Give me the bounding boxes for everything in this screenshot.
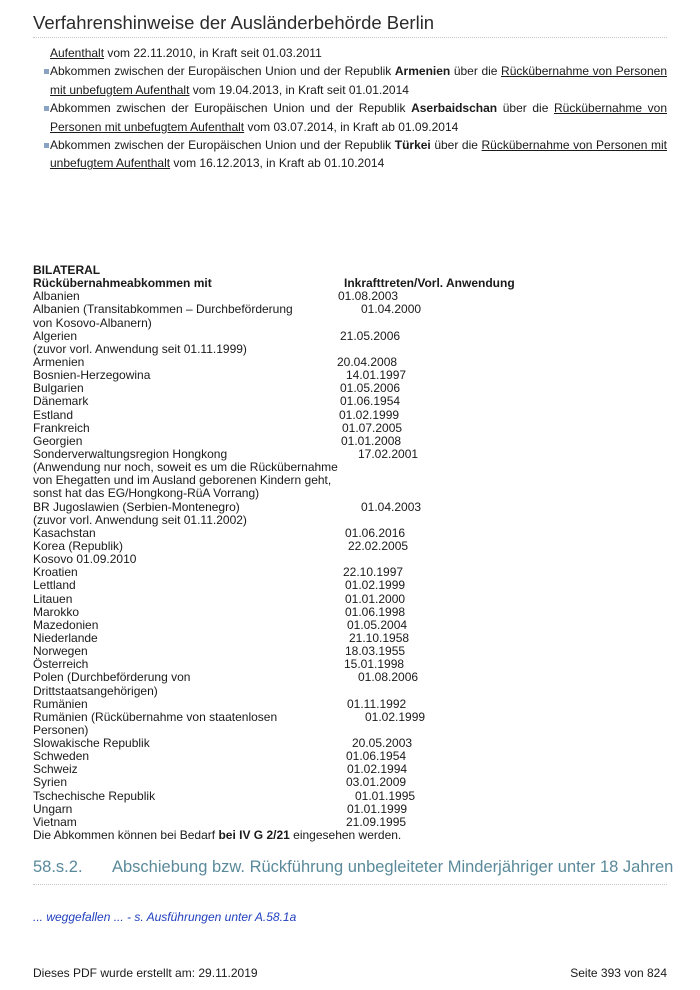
country-cell: Drittstaatsangehörigen) bbox=[33, 683, 158, 698]
closing-text: eingesehen werden. bbox=[289, 828, 402, 843]
country-cell: Dänemark bbox=[33, 394, 89, 409]
closing-reference: bei IV G 2/21 bbox=[218, 828, 290, 843]
country-cell: Tschechische Republik bbox=[33, 788, 156, 803]
agreement-text: Abkommen zwischen der Europäischen Union und der Republik bbox=[50, 64, 395, 79]
table-row bbox=[33, 790, 593, 803]
date-cell: 21.10.1958 bbox=[349, 630, 410, 645]
country-cell: Algerien bbox=[33, 328, 78, 343]
bullet-square-icon bbox=[44, 106, 49, 111]
closing-note bbox=[33, 829, 401, 842]
date-cell: 01.06.1998 bbox=[345, 604, 406, 619]
date-cell: 01.08.2006 bbox=[358, 670, 419, 685]
table-row bbox=[33, 593, 593, 606]
date-cell: 01.07.2005 bbox=[342, 420, 403, 435]
date-cell: 03.01.2009 bbox=[346, 775, 407, 790]
country-cell: Sonderverwaltungsregion Hongkong bbox=[33, 446, 228, 461]
country-name: Armenien bbox=[394, 64, 451, 79]
country-cell: Personen) bbox=[33, 722, 89, 737]
column-header-country: Rückübernahmeabkommen mit bbox=[33, 276, 212, 291]
table-row bbox=[33, 619, 593, 632]
footer-created-date: Dieses PDF wurde erstellt am: 29.11.2019 bbox=[33, 966, 258, 980]
table-row bbox=[33, 317, 593, 330]
table-row bbox=[33, 606, 593, 619]
removed-note-link[interactable]: ... weggefallen ... - s. Ausführungen unter A.58.1a bbox=[33, 910, 297, 924]
table-row bbox=[33, 698, 593, 711]
agreement-text: über die bbox=[450, 64, 502, 79]
list-item bbox=[33, 99, 667, 136]
country-name: Türkei bbox=[394, 138, 431, 153]
agreement-text: über die bbox=[430, 138, 482, 153]
bilateral-agreements-table bbox=[33, 264, 593, 842]
date-cell: 01.05.2004 bbox=[347, 617, 408, 632]
agreement-link[interactable]: Rückübernahme von Personen mit unbefugtem Aufenthalt bbox=[50, 101, 668, 134]
table-row bbox=[33, 803, 593, 816]
country-cell: Slowakische Republik bbox=[33, 736, 150, 751]
date-cell: 01.05.2006 bbox=[340, 381, 401, 396]
date-cell: 01.06.1954 bbox=[346, 749, 407, 764]
agreement-text: vom 03.07.2014, in Kraft ab 01.09.2014 bbox=[244, 119, 459, 134]
table-row bbox=[33, 487, 593, 500]
date-cell: 01.02.1999 bbox=[345, 578, 406, 593]
date-cell: 15.01.1998 bbox=[344, 657, 405, 672]
country-cell: Estland bbox=[33, 407, 74, 422]
country-cell: Polen (Durchbeförderung von bbox=[33, 670, 191, 685]
date-cell: 01.02.1999 bbox=[365, 709, 426, 724]
bullet-square-icon bbox=[44, 69, 49, 74]
agreement-text: über die bbox=[497, 101, 554, 116]
table-row bbox=[33, 671, 593, 684]
country-cell: Litauen bbox=[33, 591, 73, 606]
page-header-title: Verfahrenshinweise der Ausländerbehörde Berlin bbox=[33, 12, 435, 33]
closing-text: Die Abkommen können bei Bedarf bbox=[33, 828, 219, 843]
date-cell: 01.01.2008 bbox=[341, 433, 402, 448]
country-cell: Kasachstan bbox=[33, 525, 96, 540]
country-cell: Korea (Republik) bbox=[33, 538, 124, 553]
agreement-link[interactable]: Rückübernahme von Personen mit unbefugtem Aufenthalt bbox=[50, 64, 667, 97]
eu-agreements-list bbox=[33, 44, 667, 173]
country-cell: Österreich bbox=[33, 657, 89, 672]
date-cell: 18.03.1955 bbox=[345, 644, 406, 659]
table-row bbox=[33, 737, 593, 750]
country-cell: Marokko bbox=[33, 604, 80, 619]
country-cell: Armenien bbox=[33, 354, 85, 369]
table-row bbox=[33, 369, 593, 382]
table-row bbox=[33, 409, 593, 422]
date-cell: 14.01.1997 bbox=[346, 368, 407, 383]
date-cell: 17.02.2001 bbox=[358, 446, 419, 461]
section-divider bbox=[33, 884, 667, 885]
date-cell: 01.04.2003 bbox=[361, 499, 422, 514]
date-cell: 01.06.2016 bbox=[345, 525, 406, 540]
country-cell: sonst hat das EG/Hongkong-RüA Vorrang) bbox=[33, 486, 260, 501]
table-row bbox=[33, 435, 593, 448]
table-row bbox=[33, 632, 593, 645]
date-cell: 01.06.1954 bbox=[340, 394, 401, 409]
date-cell: 01.11.1992 bbox=[347, 696, 407, 711]
table-row bbox=[33, 343, 593, 356]
table-body bbox=[33, 290, 593, 829]
country-cell: von Kosovo-Albanern) bbox=[33, 315, 152, 330]
date-cell: 01.01.2000 bbox=[345, 591, 406, 606]
country-cell: Bosnien-Herzegowina bbox=[33, 368, 151, 383]
country-cell: Kosovo 01.09.2010 bbox=[33, 552, 137, 567]
agreement-text: vom 19.04.2013, in Kraft seit 01.01.2014 bbox=[189, 82, 409, 97]
country-cell: Syrien bbox=[33, 775, 68, 790]
agreement-link[interactable]: Aufenthalt bbox=[50, 46, 105, 60]
country-cell: Frankreich bbox=[33, 420, 90, 435]
country-cell: Norwegen bbox=[33, 644, 88, 659]
list-item bbox=[33, 62, 667, 99]
table-row bbox=[33, 750, 593, 763]
date-cell: 01.02.1994 bbox=[347, 762, 408, 777]
country-cell: (zuvor vorl. Anwendung seit 01.11.1999) bbox=[33, 341, 247, 356]
table-row bbox=[33, 711, 593, 724]
date-cell: 20.05.2003 bbox=[352, 736, 413, 751]
table-row bbox=[33, 395, 593, 408]
table-row bbox=[33, 422, 593, 435]
table-closing-row bbox=[33, 829, 593, 842]
country-cell: Albanien (Transitabkommen – Durchbeförderung bbox=[33, 302, 293, 317]
table-row bbox=[33, 685, 593, 698]
country-cell: Albanien bbox=[33, 289, 80, 304]
table-row bbox=[33, 645, 593, 658]
date-cell: 01.04.2000 bbox=[361, 302, 422, 317]
date-cell: 01.01.1999 bbox=[347, 801, 408, 816]
agreement-text: vom 16.12.2013, in Kraft ab 01.10.2014 bbox=[170, 156, 385, 171]
country-cell: Kroatien bbox=[33, 565, 78, 580]
table-row bbox=[33, 776, 593, 789]
section-number: 58.s.2. bbox=[33, 858, 83, 876]
table-row bbox=[33, 330, 593, 343]
country-cell: (zuvor vorl. Anwendung seit 01.11.2002) bbox=[33, 512, 247, 527]
footer-page-number: Seite 393 von 824 bbox=[570, 966, 667, 980]
table-row bbox=[33, 514, 593, 527]
list-item bbox=[33, 136, 667, 173]
agreement-text: vom 22.11.2010, in Kraft seit 01.03.2011 bbox=[104, 46, 322, 60]
column-header-date: Inkrafttreten/Vorl. Anwendung bbox=[344, 276, 515, 291]
section-heading bbox=[33, 858, 673, 877]
table-header-row bbox=[33, 277, 593, 290]
agreement-text: Abkommen zwischen der Europäischen Union und der Republik bbox=[50, 138, 395, 153]
date-cell: 22.02.2005 bbox=[348, 538, 409, 553]
country-cell: Rumänien bbox=[33, 696, 88, 711]
country-cell: Mazedonien bbox=[33, 617, 99, 632]
bullet-square-icon bbox=[44, 143, 49, 148]
table-row bbox=[33, 566, 593, 579]
date-cell: 22.10.1997 bbox=[343, 565, 404, 580]
table-row bbox=[33, 501, 593, 514]
country-name: Aserbaidschan bbox=[411, 101, 498, 116]
table-row bbox=[33, 527, 593, 540]
table-row bbox=[33, 303, 593, 316]
country-cell: BR Jugoslawien (Serbien-Montenegro) bbox=[33, 499, 240, 514]
country-cell: von Ehegatten und im Ausland geborenen Kindern geht, bbox=[33, 473, 332, 488]
country-cell: Georgien bbox=[33, 433, 83, 448]
table-row bbox=[33, 553, 593, 566]
country-cell: Rumänien (Rückübernahme von staatenlosen bbox=[33, 709, 278, 724]
table-row bbox=[33, 763, 593, 776]
date-cell: 01.08.2003 bbox=[338, 289, 399, 304]
date-cell: 20.04.2008 bbox=[337, 354, 398, 369]
date-cell: 01.01.1995 bbox=[355, 788, 416, 803]
date-cell: 01.02.1999 bbox=[339, 407, 400, 422]
table-row bbox=[33, 579, 593, 592]
table-title: BILATERAL bbox=[33, 263, 101, 277]
country-cell: Lettland bbox=[33, 578, 76, 593]
country-cell: Vietnam bbox=[33, 814, 77, 829]
country-cell: Ungarn bbox=[33, 801, 73, 816]
country-cell: Bulgarien bbox=[33, 381, 84, 396]
date-cell: 21.05.2006 bbox=[340, 328, 401, 343]
header-divider bbox=[33, 37, 667, 38]
list-item-continuation bbox=[33, 44, 667, 62]
table-row bbox=[33, 382, 593, 395]
agreement-link[interactable]: Rückübernahme von Personen mit unbefugtem Aufenthalt bbox=[50, 138, 667, 171]
agreement-text: Abkommen zwischen der Europäischen Union und der Republik bbox=[50, 101, 412, 116]
country-cell: Schweiz bbox=[33, 762, 78, 777]
country-cell: Schweden bbox=[33, 749, 90, 764]
country-cell: (Anwendung nur noch, soweit es um die Rückübernahme bbox=[33, 460, 338, 475]
section-title: Abschiebung bzw. Rückführung unbegleiteter Minderjähriger unter 18 Jahren bbox=[112, 858, 674, 876]
date-cell: 21.09.1995 bbox=[346, 814, 407, 829]
country-cell: Niederlande bbox=[33, 630, 98, 645]
